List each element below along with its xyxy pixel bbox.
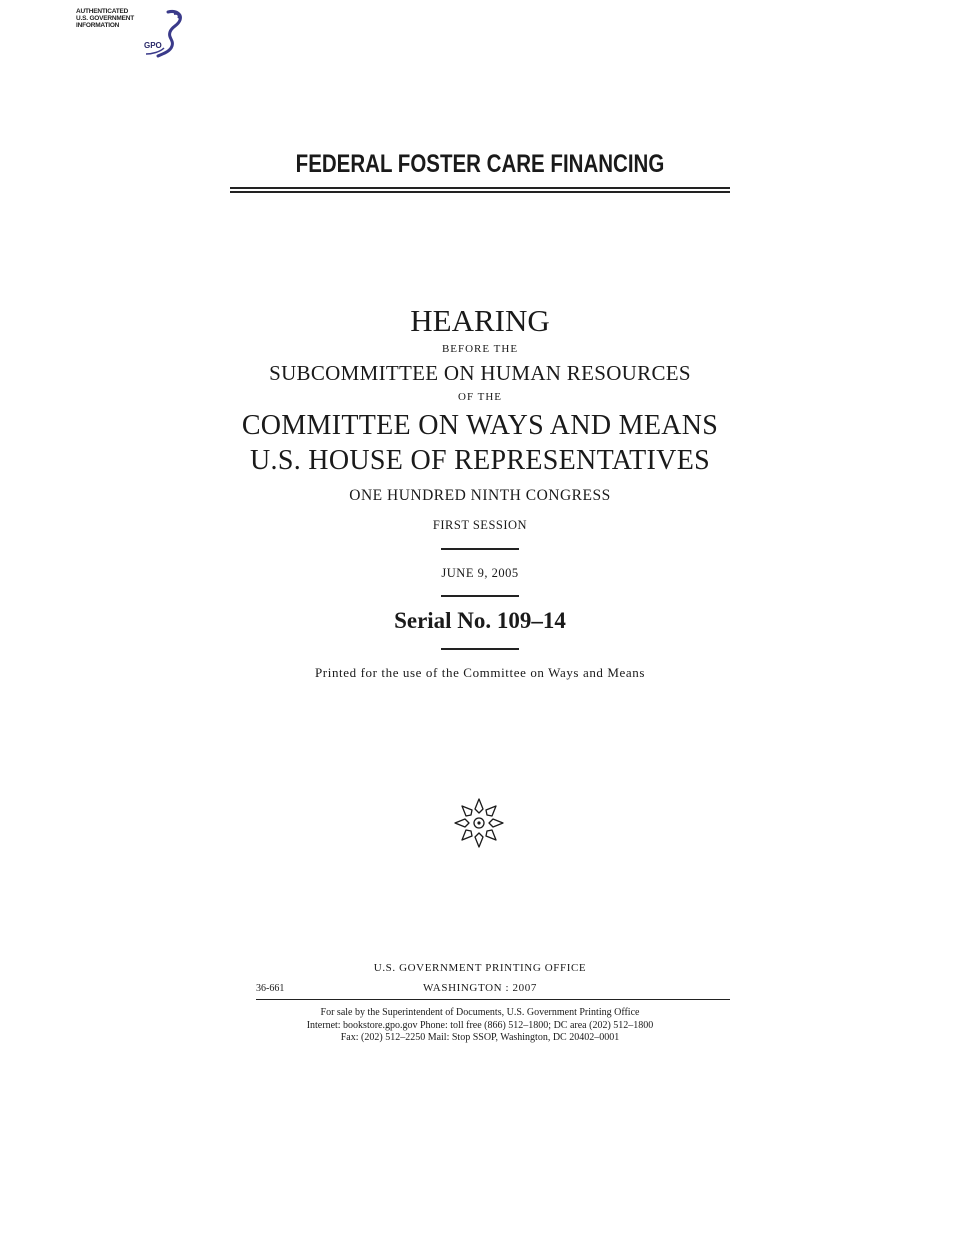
seal-line: U.S. GOVERNMENT [76,15,135,22]
seal-text [76,8,134,29]
printed-for-note: Printed for the use of the Committee on Ways and Means [314,665,646,680]
session-label: FIRST SESSION [432,518,528,532]
seal-gpo-mark: GPO [144,41,162,50]
house-name: U.S. HOUSE OF REPRESENTATIVES [250,445,710,476]
hearing-heading: HEARING [410,303,550,338]
sale-line: Fax: (202) 512–2250 Mail: Stop SSOP, Washington, DC 20402–0001 [340,1032,620,1043]
printing-office-label: U.S. GOVERNMENT PRINTING OFFICE [373,962,587,974]
sale-information [0,1007,960,1045]
sale-line: For sale by the Superintendent of Documents, U.S. Government Printing Office [320,1007,640,1018]
eagle-icon [138,8,188,58]
seal-line: AUTHENTICATED [76,8,129,15]
jacket-number: 36-661 [256,983,285,994]
document-title: FEDERAL FOSTER CARE FINANCING [295,150,665,178]
committee-name: COMMITTEE ON WAYS AND MEANS [241,410,719,441]
printer-ornament-icon [453,797,505,849]
title-rule-top [230,187,730,189]
of-the-label: OF THE [458,391,502,403]
sale-line: Internet: bookstore.gpo.gov Phone: toll free (866) 512–1800; DC area (202) 512–1800 [306,1019,654,1031]
seal-line: INFORMATION [76,22,120,29]
divider-rule [441,548,519,550]
gpo-authentication-seal [76,8,186,58]
subcommittee-name: SUBCOMMITTEE ON HUMAN RESOURCES [269,361,691,385]
serial-number: Serial No. 109–14 [394,608,566,633]
title-rule-bottom [230,191,730,193]
before-the-label: BEFORE THE [441,343,519,355]
divider-rule [441,595,519,597]
place-and-year: WASHINGTON : 2007 [423,982,537,994]
divider-rule [441,648,519,650]
imprint-rule [256,999,730,1000]
hearing-date: JUNE 9, 2005 [441,566,519,580]
congress-label: ONE HUNDRED NINTH CONGRESS [349,487,611,504]
